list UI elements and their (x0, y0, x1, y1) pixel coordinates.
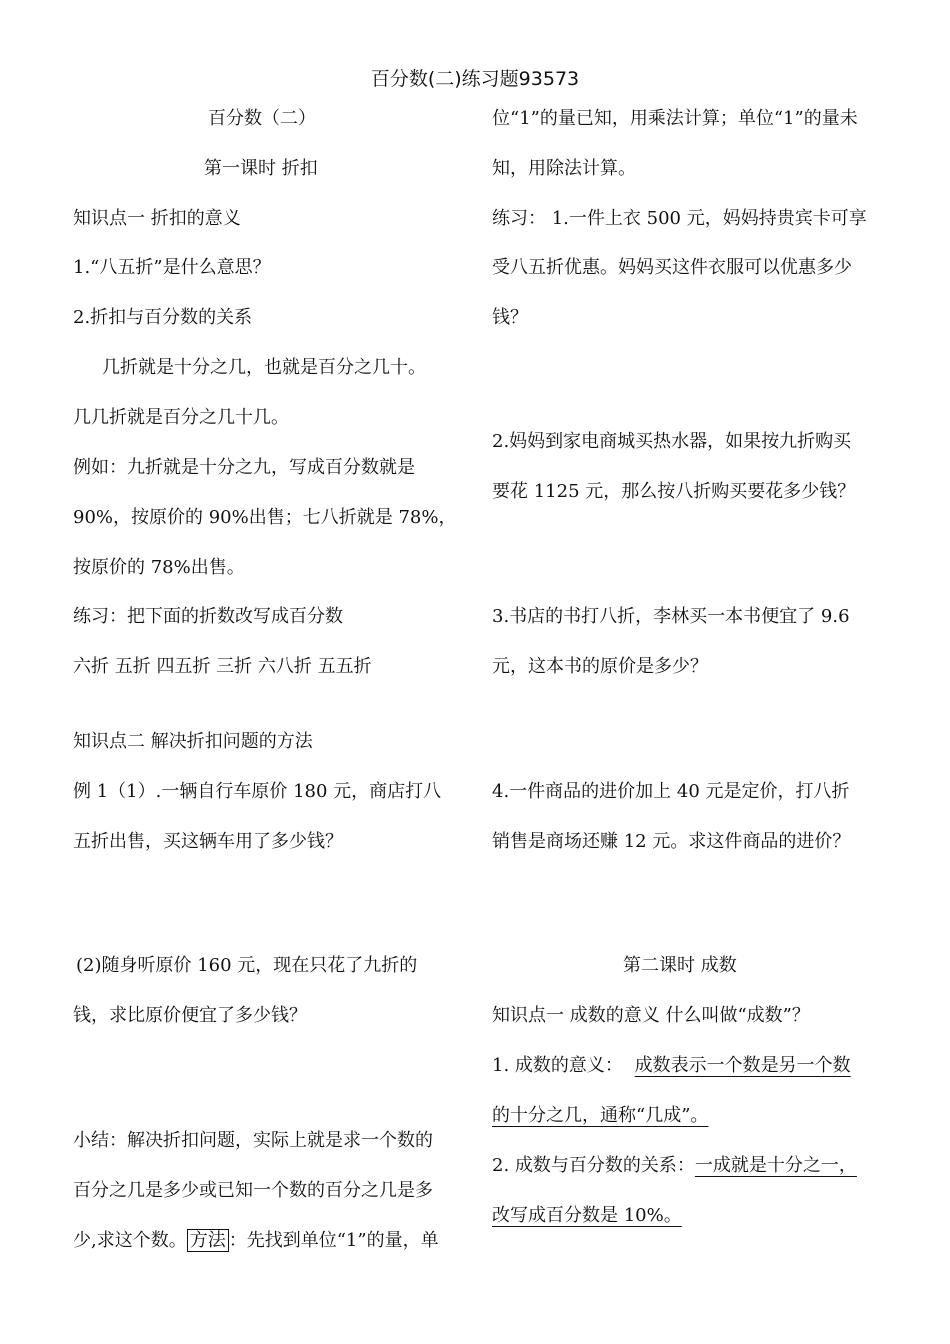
method-box: 方法 (187, 1229, 229, 1252)
knowledge-point-heading: 知识点一 成数的意义 什么叫做“成数”？ (492, 1005, 810, 1026)
practice-question: 受八五折优惠。妈妈买这件衣服可以优惠多少 (492, 257, 852, 278)
lesson-heading: 第一课时 折扣 (204, 158, 318, 179)
practice-question: 练习： 1.一件上衣 500 元，妈妈持贵宾卡可享 (492, 208, 867, 229)
knowledge-point-heading: 知识点一 折扣的意义 (73, 208, 241, 229)
example-question: (2)随身听原价 160 元，现在只花了九折的 (76, 955, 418, 976)
page-title: 百分数(二)练习题93573 (370, 68, 580, 90)
example-text: 例如：九折就是十分之九，写成百分数就是 (73, 457, 415, 478)
paragraph-text: 知，用除法计算。 (492, 158, 636, 179)
relation-fill: 改写成百分数是 10%。 (492, 1205, 682, 1226)
relation-fill: 一成就是十分之一， (694, 1155, 857, 1176)
definition-label: 1. 成数的意义： (492, 1055, 623, 1076)
knowledge-point-heading: 知识点二 解决折扣问题的方法 (73, 731, 313, 752)
definition-fill: 成数表示一个数是另一个数 (634, 1055, 851, 1076)
practice-question: 要花 1125 元，那么按八折购买要花多少钱？ (492, 481, 856, 502)
lesson-heading: 第二课时 成数 (623, 955, 737, 976)
relation-line (492, 1154, 857, 1178)
paragraph-text: 几几折就是百分之几十几。 (73, 407, 289, 428)
summary-text-part: ：先找到单位“1”的量，单 (228, 1230, 439, 1251)
example-question: 钱，求比原价便宜了多少钱？ (73, 1005, 307, 1026)
practice-question: 2.妈妈到家电商城买热水器，如果按九折购买 (492, 431, 852, 452)
practice-instruction: 练习：把下面的折数改写成百分数 (73, 606, 343, 627)
practice-question: 4.一件商品的进价加上 40 元是定价，打八折 (492, 781, 850, 802)
discount-list: 六折 五折 四五折 三折 六八折 五五折 (73, 656, 372, 677)
practice-question: 销售是商场还赚 12 元。求这件商品的进价？ (492, 831, 851, 852)
practice-question: 元，这本书的原价是多少？ (492, 656, 708, 677)
practice-question: 钱？ (492, 307, 528, 328)
example-text: 按原价的 78%出售。 (73, 557, 245, 578)
example-question: 五折出售，买这辆车用了多少钱？ (73, 831, 343, 852)
summary-text-part: 少,求这个数。 (73, 1230, 187, 1251)
example-text: 90%，按原价的 90%出售；七八折就是 78%， (73, 507, 457, 528)
practice-question: 3.书店的书打八折，李林买一本书便宜了 9.6 (492, 606, 850, 627)
question-text: 2.折扣与百分数的关系 (73, 307, 253, 328)
definition-line (492, 1054, 851, 1078)
example-question: 例 1（1）.一辆自行车原价 180 元，商店打八 (73, 781, 442, 802)
summary-text: 百分之几是多少或已知一个数的百分之几是多 (73, 1180, 433, 1201)
relation-label: 2. 成数与百分数的关系： (492, 1155, 695, 1176)
paragraph-text: 位“1”的量已知，用乘法计算；单位“1”的量未 (492, 108, 858, 129)
paragraph-text: 几折就是十分之几，也就是百分之几十。 (102, 357, 426, 378)
summary-text: 小结：解决折扣问题，实际上就是求一个数的 (73, 1130, 433, 1151)
question-text: 1.“八五折”是什么意思？ (73, 257, 271, 278)
section-heading: 百分数（二） (208, 108, 316, 129)
summary-text (73, 1229, 439, 1253)
definition-fill: 的十分之几，通称“几成”。 (492, 1105, 709, 1126)
